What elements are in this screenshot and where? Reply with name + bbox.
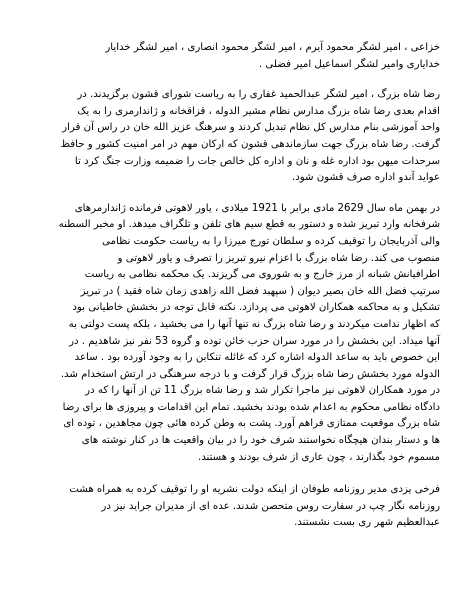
text-line: خزاعی ، امیر لشگر محمود آیرم ، امیر لشگر محمود انصاری ، امیر لشگر خدایار <box>105 42 440 53</box>
paragraph-commanders-list <box>30 40 440 73</box>
text-line: اطرافیانش شبانه از مرز خارج و به شوروی می گریزند. یک محکمه نظامی به ریاست <box>84 269 440 281</box>
text-line: گرفت. رضا شاه بزرگ جهت سازماندهی قشون که ارکان مهم در امر امنیت کشور و حافظ <box>60 138 440 150</box>
document-page <box>30 40 440 544</box>
text-line: شرفخانه وارد تبریز شده و دستور به قطع سیم های تلفن و تلگراف میدهد. او مخبر السطنه <box>58 219 440 231</box>
paragraph-lahouti-revolt <box>30 201 440 467</box>
paragraph-farrokhi-yazdi <box>30 482 440 532</box>
text-line: روزنامه نگار چپ در سفارت روس متحصن شدند. عده ای از مدیران جراید نیز در <box>101 500 440 512</box>
text-line: این خصوص باید به ساعد الدوله اشاره کرد که غائله تنکابن را به وجود آورده بود . ساعد <box>74 352 440 364</box>
text-line: اقدام بعدی رضا شاه بزرگ مدارس نظام مشیر الدوله ، قزاقخانه و ژاندارمری را به یک <box>77 105 440 117</box>
text-line: رضا شاه بزرگ ، امیر لشگر عبدالحمید غفاری را به ریاست شورای قشون برگزیدند. در <box>77 89 440 101</box>
paragraph-army-council <box>30 87 440 187</box>
text-line: دادگاه نظامی محکوم به اعدام شده بودند بخشید. تمام این اقدامات و پیروزی ها برای رضا <box>62 401 440 413</box>
text-line: فرخی یزدی مدیر روزنامه طوفان از اینکه دولت نشریه او را توقیف کرده به همراه هشت <box>69 484 440 496</box>
text-line: الدوله مورد بخشش رضا شاه بزرگ قرار گرفت و با درجه سرهنگی در ارتش استخدام شد. <box>60 368 440 380</box>
text-line: خدایاری وامیر لشگر اسماعیل امیر فضلی . <box>258 58 440 70</box>
text-line: والی آذربایجان را توقیف کرده و سلطان تورج میرزا را به ریاست حکومت نظامی <box>102 235 440 247</box>
text-line: تشکیل و به محاکمه همکاران لاهوتی می پردازد. نکته قابل توجه در بخشش خاطیانی بود <box>72 302 440 314</box>
text-line: سرتیپ فضل الله خان بصیر دیوان ( سپهبد فضل الله زاهدی زمان شاه فقید ) در تبریز <box>80 285 440 297</box>
text-line: عواید آندو اداره صرف قشون شود. <box>291 172 440 184</box>
text-line: ها و دستار بندان هیچگاه نخواستند شرف خود را در بیان واقعیت ها در کنار نوشته های <box>81 435 440 447</box>
text-line: در مورد همکاران لاهوتی نیز ماجرا تکرار شد و رضا شاه بزرگ 11 تن از آنها را که در <box>85 385 440 397</box>
text-line: سرحدات میهن بود اداره غله و نان و اداره کل خالص جات را ضمیمه وزارت جنگ کرد تا <box>74 155 440 167</box>
text-line: واحد آموزشی بنام مدارس کل نظام تبدیل کردند و سرهنگ عزیز الله خان در راس آن قرار <box>62 122 440 134</box>
text-line: منصوب می کند. رضا شاه بزرگ با اعزام نیرو تبریز را تصرف و یاور لاهوتی و <box>117 252 440 264</box>
text-line: شاه بزرگ موقعیت ممتازی فراهم آورد. پشت به وطن کرده هائی چون مجاهدین ، توده ای <box>63 418 440 430</box>
text-line: که اظهار ندامت میکردند و رضا شاه بزرگ نه تنها آنها را می بخشید ، بلکه پست دولتی به <box>68 318 440 330</box>
text-line: در بهمن ماه سال 2629 مادی برابر با 1921 میلادی ، یاور لاهوتی فرمانده ژاندارمرهای <box>74 202 440 214</box>
text-line: عبدالعظیم شهر ری بست نشستند. <box>294 517 440 529</box>
text-line: مسموم خود بگذارند ، چون عاری از شرف بودند و هستند. <box>197 451 440 463</box>
text-line: آنها میداد. این بخشش را در مورد سران حزب خائن توده و گروه 53 نفر نیز شاهدیم . در <box>69 335 440 347</box>
